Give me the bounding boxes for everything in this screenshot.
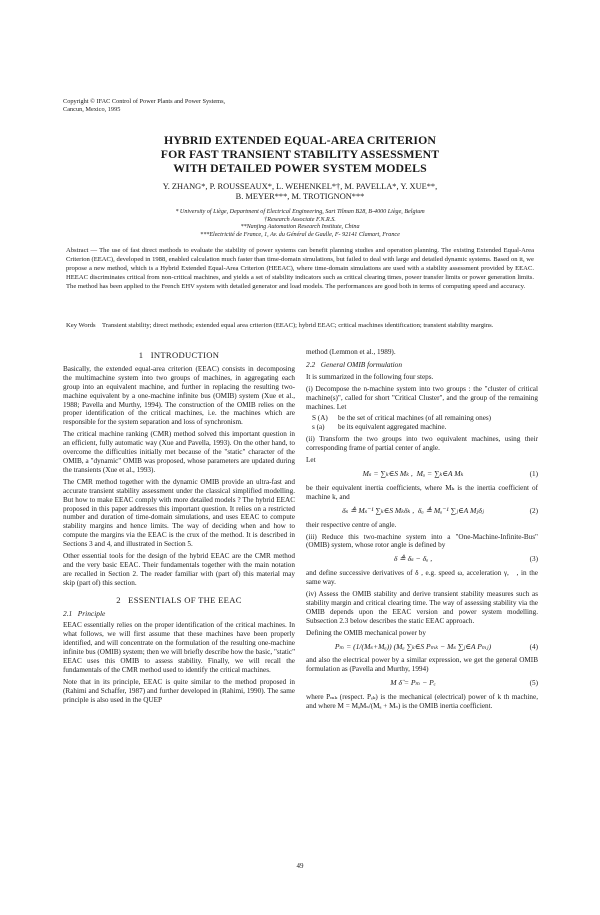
- affiliation-edf: ***Electricité de France, 1, Av. du Général de Gaulle, F- 92141 Clamart, France: [200, 231, 400, 238]
- affiliation-fnrs: †Research Associate F.N.R.S.: [264, 216, 336, 223]
- title-line-2: FOR FAST TRANSIENT STABILITY ASSESSMENT: [160, 146, 440, 161]
- equation-4-number: (4): [529, 642, 538, 651]
- equation-2-number: (2): [529, 506, 538, 515]
- paper-title: [60, 134, 540, 175]
- equation-1: [306, 470, 538, 479]
- let-text: Let: [306, 456, 316, 465]
- equation-2-body: δₛ ≜ Mₛ⁻¹ ∑ₖ∈S Mₖδₖ , δₐ ≜ Mₐ⁻¹ ∑ⱼ∈A Mⱼδⱼ: [342, 505, 484, 515]
- inertia-paragraph: be their equivalent inertia coefficients, where Mₖ is the inertia coefficient of machine k, and: [306, 483, 540, 501]
- electrical-power-paragraph: and also the electrical power by a similar expression, we get the general OMIB formulation as (Pavella and Murthy, 1994): [306, 656, 540, 674]
- intro-paragraph-3: The CMR method together with the dynamic OMIB provide an ultra-fast and accurate transient stability assessment under the classical simplified modelling. But how to make EEAC comply with more detailed models ? The hybrid EEAC proposed in this paper addresses this important question. It relies on a restricted number and duration of time-domain simulations, and uses EEAC to compute stability margins and hence limits. The way of deciding when and how to compute the margins via the EEAC is the crux of the method. It is described in Sections 3 and 4, and illustrated in Section 5.: [63, 477, 297, 549]
- definition-key: s (a): [312, 423, 325, 432]
- step-iv: (iv) Assess the OMIB stability and derive transient stability measures such as stability margin and critical clearing time. The way of assessing stability via the OMIB depends upon the EEAC version and power system modelling. Subsection 2.3 below describes the static EEAC approach.: [306, 590, 540, 625]
- definition-value: be the set of critical machines (of all remaining ones): [338, 414, 492, 423]
- equation-3: [306, 555, 538, 564]
- right-column: [306, 348, 538, 714]
- equation-3-body: δ ≜ δₛ − δₐ ,: [393, 554, 433, 564]
- continued-paragraph: method (Lemmon et al., 1989).: [306, 348, 396, 356]
- keywords-text: Transient stability; direct methods; extended equal area criterion (EEAC); hybrid EEAC; critical machines identification; transient stability margins.: [95, 322, 494, 329]
- affiliations: [60, 209, 540, 239]
- page-number: 49: [296, 862, 304, 870]
- copyright-notice: [63, 98, 225, 114]
- left-column: [63, 348, 295, 708]
- title-line-3: WITH DETAILED POWER SYSTEM MODELS: [173, 160, 427, 175]
- abstract-label: Abstract: [66, 247, 89, 254]
- equation-5: [306, 679, 538, 688]
- equation-4-body: Pₘ = (1/(Mₛ+Mₐ)) (Mₐ ∑ₖ∈S Pₘₖ − Mₛ ∑ⱼ∈A Pₘⱼ): [334, 641, 492, 651]
- affiliation-nanjing: **Nanjing Automation Research Institute, China: [240, 224, 360, 231]
- step-iii: (iii) Reduce this two-machine system into a "One-Machine-Infinite-Bus"(OMIB) system, whose rotor angle is defined by: [306, 532, 538, 550]
- copyright-line-2: Cancun, Mexico, 1995: [63, 106, 121, 113]
- derivatives-paragraph: and define successive derivatives of δ , e.g. speed ω, acceleration γ, , in the same way.: [306, 569, 540, 587]
- steps-intro: It is summarized in the following four steps.: [306, 372, 434, 381]
- author-list: [60, 182, 540, 202]
- section-2-heading: 2 ESSENTIALS OF THE EEAC: [116, 594, 242, 605]
- title-line-1: HYBRID EXTENDED EQUAL-AREA CRITERION: [163, 133, 437, 147]
- principle-paragraph-2: Note that in its principle, EEAC is quite similar to the method proposed in (Rahimi and Schaffer, 1987) and further developed in (Rahimi, 1990). The same principle is also used in the QUEP: [63, 677, 297, 704]
- equation-3-number: (3): [529, 555, 538, 564]
- power-definition-paragraph: where Pₘₖ (respect. Pₑₖ) is the mechanical (electrical) power of k th machine, and where M = MₐMₛ/(Mₐ + Mₛ) is the OMIB inertia coefficient.: [306, 693, 540, 711]
- copyright-line-1: Copyright © IFAC Control of Power Plants and Power Systems,: [63, 98, 226, 105]
- authors-line-1: Y. ZHANG*, P. ROUSSEAUX*, L. WEHENKEL*†, M. PAVELLA*, Y. XUE**,: [162, 182, 438, 191]
- intro-paragraph-2: The critical machine ranking (CMR) method solved this important question in an efficient, fully automatic way (Xue and Pavella, 1993). On the other hand, to overcome the difficulties initially met because of the "static" character of the OMIB, a "dynamic" OMIB was proposed, whose parameters are updated during the transients (Xue et al., 1993).: [63, 430, 297, 474]
- keywords-label: Key Words: [66, 322, 96, 329]
- mechanical-power-intro: Defining the OMIB mechanical power by: [306, 628, 426, 637]
- intro-paragraph-1: Basically, the extended equal-area criterion (EEAC) consists in decomposing the multimachine system into two groups of machines, in aggregating each group into an equivalent machine, and further in replacing the resulting two-machine equivalent by a one-machine infinite bus (OMIB) system (Xue et al., 1988; Pavella and Murthy, 1994). The construction of the OMIB relies on the proper identification of the critical machines, i.e. the machines which are responsible for the system separation and loss of synchronism.: [63, 364, 297, 427]
- equation-5-body: M δ̈ = Pₘ − Pₑ: [390, 678, 436, 688]
- subsection-2-1-heading: 2.1 Principle: [63, 608, 106, 618]
- equation-4: [306, 643, 538, 652]
- principle-paragraph-1: EEAC essentially relies on the proper identification of the critical machines. In what follows, we will first assume that these machines have been properly identified, and will concentrate on the formulation of the resulting one-machine infinite bus (OMIB) system; then we will briefly describe how the basic, "static" EEAC uses this OMIB to assess stability. Finally, we will recall the fundamentals of the CMR method used to identify the critical machines.: [63, 621, 297, 674]
- definition-row-s: [306, 423, 538, 432]
- equation-1-body: Mₛ = ∑ₖ∈S Mₖ , Mₐ = ∑ₖ∈A Mₖ: [362, 468, 464, 478]
- section-1-heading: 1 INTRODUCTION: [138, 350, 220, 360]
- equation-2: [306, 507, 538, 516]
- step-ii: (ii) Transform the two groups into two equivalent machines, using their corresponding frame of partial center of angle.: [306, 435, 540, 453]
- equation-1-number: (1): [529, 469, 538, 478]
- keywords: [66, 321, 534, 330]
- subsection-2-2-heading: 2.2 General OMIB formulation: [306, 359, 403, 369]
- definition-value: be its equivalent aggregated machine.: [338, 423, 447, 432]
- definition-row-S: [306, 414, 538, 423]
- centre-of-angle-text: their respective centre of angle.: [306, 520, 397, 529]
- step-i: (i) Decompose the n-machine system into two groups : the "cluster of critical machine(s)", called for short "Critical Cluster", and the group of the remaining machines. Let: [306, 384, 540, 411]
- equation-5-number: (5): [529, 679, 538, 688]
- abstract-text: — The use of fast direct methods to evaluate the stability of power systems can benefit planning studies and operation planning. The existing Extended Equal-Area Criterion (EEAC), developed in 1988, enabled calculation much faster than time-domain simulations, but failed to deal with large and detailed dynamic systems. Based on it, we propose a new method, which is a Hybrid Extended Equal-Area Criterion (HEEAC), where time-domain simulations are used with a stability assessment provided by EEAC. HEEAC discriminates critical from non-critical machines, and yields a set of stability indicators such as critical clearing times, power transfer limits or power generation limits. The method has been applied to the French EHV system with detailed generator and load models. The performances are good both in terms of computing speed and accuracy.: [66, 247, 536, 291]
- intro-paragraph-4: Other essential tools for the design of the hybrid EEAC are the CMR method and the very basic EEAC. Their fundamentals together with the main notation are recalled in Section 2. The reader familiar with (part of) this material may skip (part of) this section.: [63, 552, 297, 587]
- definition-key: S (A): [312, 414, 328, 423]
- abstract: [66, 246, 534, 291]
- authors-line-2: B. MEYER***, M. TROTIGNON***: [235, 192, 365, 201]
- affiliation-liege: * University of Liège, Department of Electrical Engineering, Sart Tilman B28, B-4000 Liège, Belgium: [175, 209, 425, 215]
